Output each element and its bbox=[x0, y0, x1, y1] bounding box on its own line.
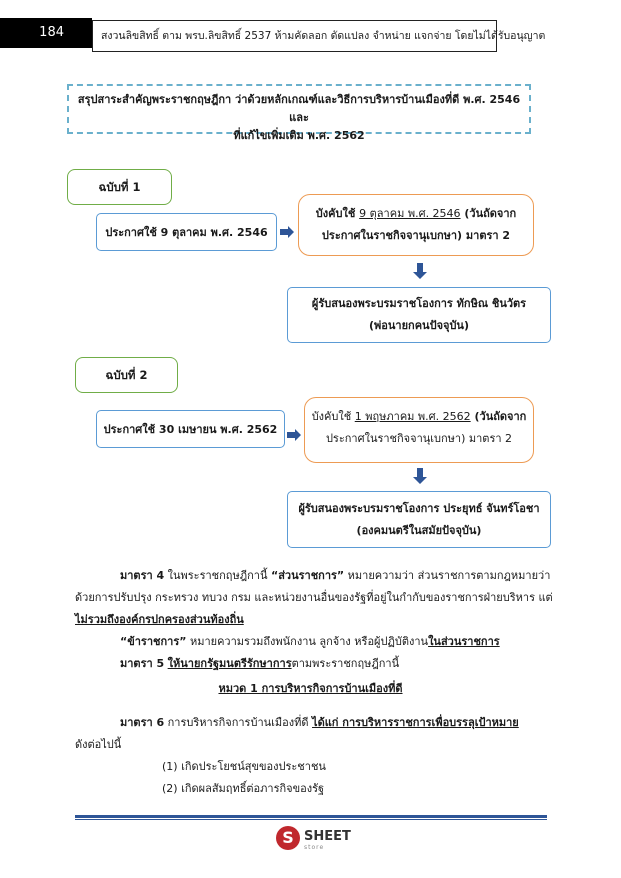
version-2-responsible-line-2: (องคมนตรีในสมัยปัจจุบัน) bbox=[356, 523, 482, 537]
section-4-label: มาตรา 4 bbox=[120, 569, 165, 582]
list-item: (1) เกิดประโยชน์สุขของประชาชน bbox=[162, 760, 326, 773]
section-4-line-2: ด้วยการปรับปรุง กระทรวง ทบวง กรม และหน่วยงานอื่นของรัฐที่อยู่ในกำกับของราชการฝ่ายบริหาร แต่ bbox=[75, 591, 553, 604]
arrow-down-icon bbox=[413, 263, 427, 279]
term-government-agency: “ส่วนราชการ” bbox=[270, 569, 345, 582]
version-1-responsible-line-2: (พ่อนายกคนปัจจุบัน) bbox=[369, 319, 469, 332]
definition-official bbox=[120, 631, 500, 652]
version-1-effective-line-2: ประกาศในราชกิจจานุเบกษา) มาตรา 2 bbox=[321, 229, 511, 242]
version-1-announced: ประกาศใช้ 9 ตุลาคม พ.ศ. 2546 bbox=[96, 213, 277, 251]
chapter-heading: หมวด 1 การบริหารกิจการบ้านเมืองที่ดี bbox=[218, 682, 403, 695]
version-2-responsible-line-1: ผู้รับสนองพระบรมราชโองการ ประยุทธ์ จันทร์โอชา bbox=[298, 501, 540, 515]
list-item: (2) เกิดผลสัมฤทธิ์ต่อภารกิจของรัฐ bbox=[162, 782, 325, 795]
text: ให้นายกรัฐมนตรีรักษาการ bbox=[167, 657, 292, 670]
arrow-down-icon bbox=[413, 468, 427, 484]
version-2-announced: ประกาศใช้ 30 เมษายน พ.ศ. 2562 bbox=[96, 410, 285, 448]
version-1-responsible-box bbox=[287, 287, 551, 343]
text: ในพระราชกฤษฎีกานี้ bbox=[164, 569, 271, 582]
section-6-line-2: ดังต่อไปนี้ bbox=[75, 738, 122, 751]
section-6-label: มาตรา 6 bbox=[120, 716, 165, 729]
text: ตามพระราชกฤษฎีกานี้ bbox=[291, 657, 400, 670]
effective-date: 1 พฤษภาคม พ.ศ. 2562 bbox=[354, 410, 471, 423]
page-number: 184 bbox=[0, 18, 92, 48]
text: หมายความว่า ส่วนราชการตามกฎหมายว่า bbox=[344, 569, 551, 582]
version-2-effective-line-1 bbox=[305, 406, 533, 428]
logo-sub: store bbox=[304, 844, 325, 851]
section-4-line-3: ไม่รวมถึงองค์กรปกครองส่วนท้องถิ่น bbox=[75, 613, 244, 626]
version-2-responsible-box bbox=[287, 491, 551, 548]
text: การบริหารกิจการบ้านเมืองที่ดี bbox=[164, 716, 313, 729]
section-6-line-1 bbox=[120, 712, 519, 733]
version-1-effective-box bbox=[298, 194, 534, 256]
footer-divider bbox=[75, 819, 547, 820]
version-1-effective-line-1 bbox=[299, 203, 533, 225]
text: หมายความรวมถึงพนักงาน ลูกจ้าง หรือผู้ปฏิบัติงาน bbox=[186, 635, 429, 648]
version-2-effective-box bbox=[304, 397, 534, 463]
section-4-line-1 bbox=[120, 565, 550, 586]
arrow-right-icon bbox=[280, 226, 294, 238]
title-line-2: ที่แก้ไขเพิ่มเติม พ.ศ. 2562 bbox=[233, 129, 365, 142]
term-official: “ข้าราชการ” bbox=[120, 635, 187, 648]
text: ได้แก่ การบริหารราชการเพื่อบรรลุเป้าหมาย bbox=[312, 716, 519, 729]
version-2-effective-line-2: ประกาศในราชกิจจานุเบกษา) มาตรา 2 bbox=[325, 432, 513, 445]
effective-date: 9 ตุลาคม พ.ศ. 2546 bbox=[359, 207, 461, 220]
version-2-label: ฉบับที่ 2 bbox=[75, 357, 178, 393]
effective-prefix: บังคับใช้ bbox=[311, 410, 355, 423]
title-line-1: สรุปสาระสำคัญพระราชกฤษฎีกา ว่าด้วยหลักเกณฑ์และวิธีการบริหารบ้านเมืองที่ดี พ.ศ. 2546 และ bbox=[77, 93, 521, 124]
logo-text bbox=[304, 825, 351, 851]
section-5 bbox=[120, 653, 399, 674]
effective-suffix: (วันถัดจาก bbox=[470, 410, 527, 423]
arrow-right-icon bbox=[287, 429, 301, 441]
logo-name: SHEET bbox=[304, 829, 351, 844]
effective-suffix: (วันถัดจาก bbox=[460, 207, 517, 220]
version-1-responsible-line-1: ผู้รับสนองพระบรมราชโองการ ทักษิณ ชินวัตร bbox=[311, 297, 527, 310]
footer-divider bbox=[75, 815, 547, 818]
sheet-store-logo bbox=[276, 824, 356, 852]
text: ในส่วนราชการ bbox=[428, 635, 500, 648]
version-1-label: ฉบับที่ 1 bbox=[67, 169, 172, 205]
section-5-label: มาตรา 5 bbox=[120, 657, 165, 670]
copyright-header: สงวนลิขสิทธิ์ ตาม พรบ.ลิขสิทธิ์ 2537 ห้ามคัดลอก ดัดแปลง จำหน่าย แจกจ่าย โดยไม่ได้รับอนุญาต bbox=[92, 20, 497, 52]
effective-prefix: บังคับใช้ bbox=[315, 207, 360, 220]
logo-mark: S bbox=[276, 826, 300, 850]
summary-title-box bbox=[67, 84, 531, 142]
